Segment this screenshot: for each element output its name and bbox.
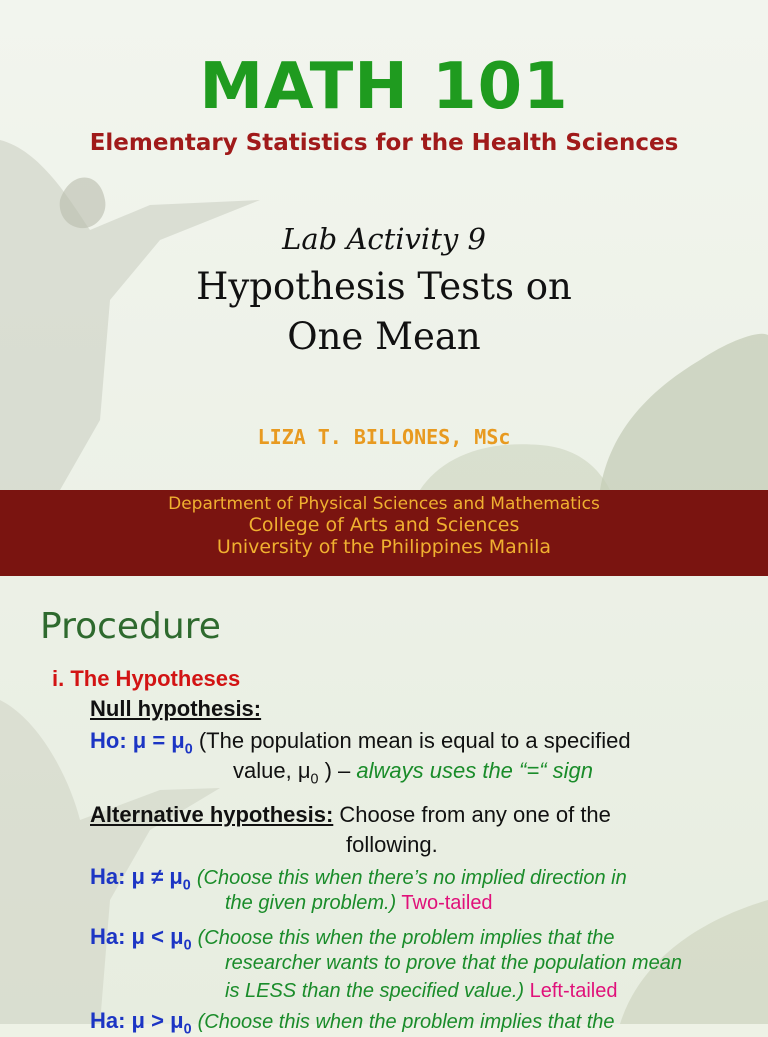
ha3-formula: Ha: $\mu > \mu_0$ [90,1008,192,1037]
ha-right-tailed [90,1008,615,1037]
ha-two-tailed [90,864,627,893]
ha1-note1: (Choose this when there’s no implied direction in [196,867,627,889]
topic-title-line2: One Mean [287,315,481,358]
section-label: i. The Hypotheses [52,666,241,691]
lab-activity-label: Lab Activity 9 [282,222,486,256]
ha-two-tailed-line2 [225,892,493,915]
college: College of Arts and Sciences [248,514,520,536]
ho-line2: value, $\mu_0$ ) – always uses the “=“ sign [233,758,593,788]
ho-description: (The population mean is equal to a specified [198,728,631,753]
course-title: MATH 101 [199,50,569,124]
affiliation-band [0,490,768,576]
ha2-note2: researcher wants to prove that the population mean [225,952,682,974]
topic-title-line1: Hypothesis Tests on [196,265,572,308]
null-hypothesis-label [90,696,261,722]
ho-value-end: ) – [324,758,351,783]
ha-left-tailed [90,924,615,953]
ha-left-tailed-line3 [225,980,617,1003]
ho-value-text: value, μ [233,758,311,783]
course-subtitle: Elementary Statistics for the Health Sciences [89,130,679,156]
procedure-heading: Procedure [40,606,221,647]
alternative-line [90,802,611,828]
ha1-tail: Two-tailed [401,892,493,914]
ha3-note1: (Choose this when the problem implies that the [197,1011,615,1033]
ha-left-tailed-line2 [225,952,682,975]
author-name: LIZA T. BILLONES, MSc [257,425,511,449]
ho-note: always uses the “=“ sign [356,758,593,783]
ho-formula: Ho: $\mu = \mu_0$ [90,728,193,758]
alternative-label: Alternative hypothesis: [90,802,334,827]
section-heading [52,666,240,692]
ha2-formula: Ha: $\mu < \mu_0$ [90,924,192,954]
ha1-formula: Ha: $\mu \ne \mu_0$ [90,864,191,894]
alternative-text2: following. [346,832,438,857]
ha2-note1: (Choose this when the problem implies that the [197,927,615,949]
department: Department of Physical Sciences and Mathematics [168,494,600,514]
ha2-note3: is LESS than the specified value.) [225,980,525,1002]
ha1-note2: the given problem.) [225,892,397,914]
ha2-tail: Left-tailed [529,980,618,1002]
alternative-line2 [346,832,438,858]
university: University of the Philippines Manila [216,536,552,558]
ho-line [90,728,631,757]
alternative-text: Choose from any one of the [339,802,611,827]
null-label-text: Null hypothesis: [90,696,262,721]
